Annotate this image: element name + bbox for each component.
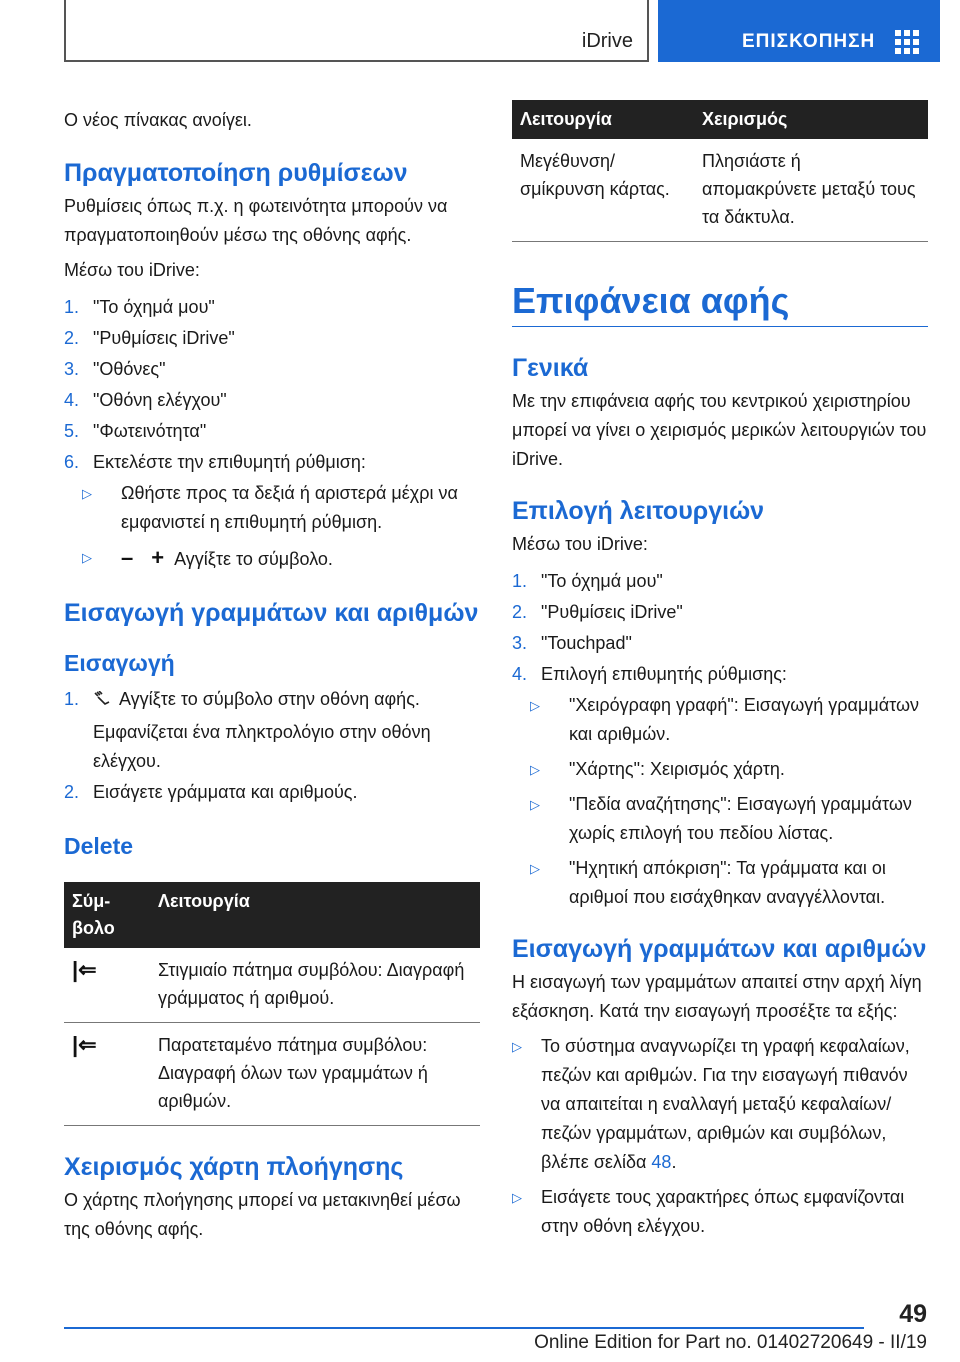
table-row — [512, 139, 928, 242]
header-frame — [64, 0, 649, 62]
triangle-icon: ▷ — [512, 1039, 522, 1054]
bullet-item: ▷ "Ηχητική απόκριση": Τα γράμματα και οι αριθμοί που εισάχθηκαν αναγγέλλονται. — [512, 854, 928, 912]
table-row — [64, 948, 480, 1023]
section-title-general: Γενικά — [512, 354, 589, 382]
input-steps — [64, 685, 480, 807]
table-header: Λειτουργία — [150, 882, 480, 948]
subsection-title-delete: Delete — [64, 833, 134, 859]
left-column — [64, 100, 480, 1244]
intro-text: Ο νέος πίνακας ανοίγει. — [64, 110, 252, 130]
footer-rule — [64, 1327, 864, 1329]
section-title-settings: Πραγματοποίηση ρυθμίσεων — [64, 159, 408, 187]
plus-icon: + — [151, 545, 165, 570]
list-item: 1. "Το όχημά μου" — [64, 297, 215, 317]
overview-tab[interactable] — [658, 0, 940, 62]
settings-text: Ρυθμίσεις όπως π.χ. η φωτεινότητα μπορούν να πραγματοποιηθούν μέσω της οθόνης αφής. — [64, 196, 448, 245]
list-item: 1. "Το όχημά μου" — [512, 571, 663, 591]
delete-table — [64, 882, 480, 1126]
header-chapter: iDrive — [581, 30, 633, 52]
bullet-item: ▷ – + Αγγίξτε το σύμβολο. — [82, 545, 333, 570]
functions-via: Μέσω του iDrive: — [512, 534, 648, 554]
bullet-item: ▷ Εισάγετε τους χαρακτήρες όπως εμφανίζονται στην οθόνη ελέγχου. — [512, 1183, 928, 1241]
triangle-icon: ▷ — [530, 797, 540, 812]
entry-bullets — [512, 1032, 928, 1241]
table-cell: Μεγέθυνση/σμίκρυνση κάρτας. — [520, 151, 670, 199]
triangle-icon: ▷ — [82, 486, 92, 501]
backspace-icon: |⇐ — [64, 948, 150, 1023]
table-cell: Παρατεταμένο πάτημα συμβόλου: Διαγραφή όλων των γραμμάτων ή αριθμών. — [150, 1023, 480, 1126]
triangle-icon: ▷ — [530, 698, 540, 713]
triangle-icon: ▷ — [530, 861, 540, 876]
backspace-icon: |⇐ — [64, 1023, 150, 1126]
bullet-item: ▷ Το σύστημα αναγνωρίζει τη γραφή κεφαλαίων, πεζών και αριθμών. Για την εισαγωγή πιθανόν να απαιτείται η εναλλαγή μεταξύ κεφαλαίων/πεζών γραμμάτων, αριθμών και συμβόλων, βλέπε σελίδα 48. — [512, 1032, 928, 1177]
table-header: Χειρισμός — [694, 100, 928, 139]
table-row — [64, 1023, 480, 1126]
page-link[interactable]: 48 — [651, 1152, 672, 1172]
list-item: 3. "Οθόνες" — [64, 359, 166, 379]
list-item: 6. Εκτελέστε την επιθυμητή ρύθμιση: — [64, 452, 366, 472]
section-title-functions: Επιλογή λειτουργιών — [512, 497, 765, 525]
list-item: 5. "Φωτεινότητα" — [64, 421, 207, 441]
table-header: Λειτουργία — [512, 100, 694, 139]
settings-via: Μέσω του iDrive: — [64, 260, 200, 280]
list-item: 2. "Ρυθμίσεις iDrive" — [512, 602, 683, 622]
list-item: 4. Επιλογή επιθυμητής ρύθμισης: — [512, 664, 787, 684]
handwriting-icon — [93, 687, 111, 703]
list-item: 3. "Touchpad" — [512, 633, 632, 653]
bullet-item: ▷ "Πεδία αναζήτησης": Εισαγωγή γραμμάτων χωρίς επιλογή του πεδίου λίστας. — [512, 790, 928, 848]
section-title-input: Εισαγωγή γραμμάτων και αριθμών — [64, 599, 479, 627]
general-text: Με την επιφάνεια αφής του κεντρικού χειριστηρίου μπορεί να γίνει ο χειρισμός μερικών λειτουργιών του iDrive. — [512, 391, 927, 469]
list-item: 1. Αγγίξτε το σύμβολο στην οθόνη αφής. Εμφανίζεται ένα πληκτρολόγιο στην οθόνη ελέγχου. — [64, 685, 480, 776]
table-header: Σύμ-βολο — [64, 882, 150, 948]
triangle-icon: ▷ — [530, 762, 540, 777]
table-cell: Πλησιάστε ή απομακρύνετε μεταξύ τους τα δάκτυλα. — [702, 151, 916, 227]
triangle-icon: ▷ — [82, 550, 92, 565]
list-item: 2. Εισάγετε γράμματα και αριθμούς. — [64, 782, 358, 802]
chapter-title: Επιφάνεια αφής — [512, 280, 928, 327]
bullet-item: ▷ "Χειρόγραφη γραφή": Εισαγωγή γραμμάτων και αριθμών. — [512, 691, 928, 749]
grid-icon — [895, 30, 919, 54]
footer-edition: Online Edition for Part no. 01402720649 - II/19 — [534, 1332, 927, 1353]
bullet-item: ▷ "Χάρτης": Χειρισμός χάρτη. — [512, 755, 928, 784]
bullet-item: ▷ Ωθήστε προς τα δεξιά ή αριστερά μέχρι να εμφανιστεί η επιθυμητή ρύθμιση. — [64, 479, 480, 537]
entry-text: Η εισαγωγή των γραμμάτων απαιτεί στην αρχή λίγη εξάσκηση. Κατά την εισαγωγή προσέξτε τα εξής: — [512, 972, 922, 1021]
overview-tab-label: ΕΠΙΣΚΟΠΗΣΗ — [742, 31, 876, 52]
functions-bullets — [512, 691, 928, 912]
section-title-entry: Εισαγωγή γραμμάτων και αριθμών — [512, 935, 927, 963]
map-table — [512, 100, 928, 242]
minus-icon: – — [121, 545, 134, 570]
map-text: Ο χάρτης πλοήγησης μπορεί να μετακινηθεί μέσω της οθόνης αφής. — [64, 1190, 461, 1239]
list-item: 2. "Ρυθμίσεις iDrive" — [64, 328, 235, 348]
list-item: 4. "Οθόνη ελέγχου" — [64, 390, 227, 410]
functions-steps — [512, 567, 928, 689]
page-number: 49 — [899, 1300, 927, 1328]
section-title-map: Χειρισμός χάρτη πλοήγησης — [64, 1153, 404, 1181]
right-column — [512, 100, 928, 1241]
triangle-icon: ▷ — [512, 1190, 522, 1205]
input-step-note: Εμφανίζεται ένα πληκτρολόγιο στην οθόνη ελέγχου. — [93, 722, 431, 771]
subsection-title-input: Εισαγωγή — [64, 650, 175, 676]
settings-bullets — [64, 479, 480, 574]
settings-steps — [64, 293, 480, 477]
table-cell: Στιγμιαίο πάτημα συμβόλου: Διαγραφή γράμματος ή αριθμού. — [150, 948, 480, 1023]
